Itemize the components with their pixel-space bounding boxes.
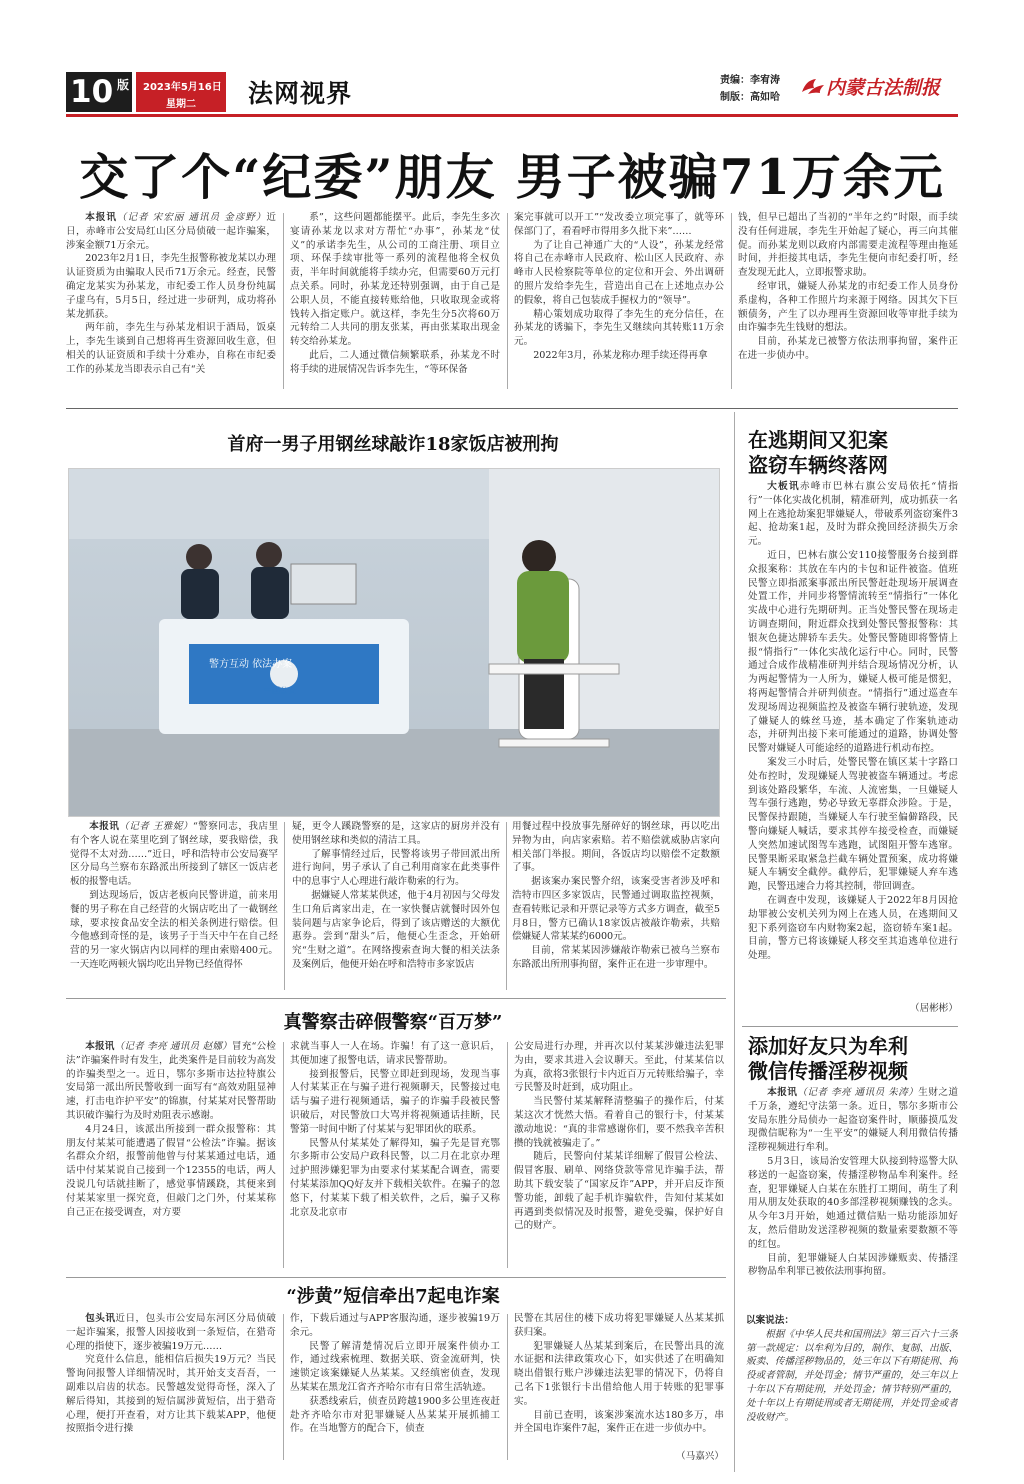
- paragraph-text: 4月24日，该派出所接到一群众报警称：其朋友付某某可能遭遇了假冒“公检法”诈骗。据该名群众介绍，报警前他曾与付某某通过电话，通话中付某某说自己接到一个12355的电话，两人没说几句话就挂断了，感觉事情蹊跷，其便来到付某某家里一探究竟，但敲门之门外，付某某称自己正在接受调查，对方要: [66, 1123, 276, 1218]
- fake-police-headline: 真警察击碎假警察“百万梦”: [283, 1012, 503, 1033]
- article-paragraph: [514, 1340, 724, 1409]
- dateline: 本报讯: [85, 1041, 115, 1052]
- paragraph-text: 目前，犯罪嫌疑人白某因涉嫌贩卖、传播淫秽物品牟利罪已被依法刑事拘留。: [748, 1252, 958, 1278]
- article-paragraph: [290, 1068, 500, 1137]
- paragraph-text: “警察同志，我店里有个客人说在菜里吃到了钢丝球，要我赔偿，我觉得不太对劲……”近日，呼和浩特市公安局赛罕区分局乌兰察布东路派出所接到了辖区一饭店老板的报警电话。: [70, 821, 278, 888]
- column-divider: [284, 822, 285, 990]
- paragraph-text: 在调查中发现，该嫌疑人于2022年8月因抢劫罪被公安机关列为网上在逃人员，在逃期间又犯下系列盗窃车内财物案2起，盗窃轿车案1起。目前，警方已将该嫌疑人移交至其追逃单位进行处理。: [748, 894, 958, 962]
- section-title: 法网视界: [248, 79, 353, 108]
- paragraph-text: 5月3日，该局治安管理大队接到特巡警大队移送的一起盗窃案，传播淫秽物品牟利案件。经查，犯罪嫌疑人白某在东胜打工期间，萌生了利用从朋友处获取的40多部淫秽视频赚钱的念头。从今年3月开始，她通过微信贴一贴功能添加好友，然后借助发送淫秽视频的数量索要数额不等的红包。: [748, 1155, 958, 1250]
- legal-notice: [746, 1314, 958, 1464]
- column-divider: [506, 822, 507, 990]
- article-paragraph: [70, 820, 278, 889]
- article-paragraph: [290, 349, 500, 377]
- article-paragraph: [66, 1353, 276, 1436]
- dateline: 本报讯: [85, 212, 117, 223]
- fake-police-col1: [66, 1040, 276, 1272]
- car-theft-signature: （居彬彬）: [910, 1003, 958, 1014]
- paragraph-text: 系”，这些问题都能摆平。此后，李先生多次宴请孙某龙以求对方帮忙“办事”，孙某龙“仗义”的承诺李先生，从公司的工商注册、项目立项、环保手续审批等一系列的流程他将全权负责，半年时间就能将手续办完，但需要60万元打点关系。同时，孙某龙还特别强调，由于自己是公职人员，不能直接转账给他，只收取现金或将钱转入指定账户。就这样，李先生分5次将60万元转给二人共同的朋友张某，再由张某取出现金转交给孙某龙。: [290, 212, 500, 348]
- paragraph-text: 赤峰市巴林右旗公安局依托“情指行”一体化实战化机制，精准研判，成功抓获一名网上在逃抢劫案犯罪嫌疑人，带破系列盗窃案件3起、抢劫案1起，及时为群众挽回经济损失万余元。: [748, 481, 958, 548]
- article-paragraph: [514, 1312, 724, 1340]
- spam-col2: [290, 1312, 500, 1462]
- spam-col1: [66, 1312, 276, 1462]
- article-paragraph: [748, 549, 958, 756]
- paragraph-text: 究竟什么信息，能相信后损失19万元？当民警询问报警人详细情况时，其开始支支吾吾，一副难以启齿的状态。民警越发觉得奇怪，深入了解后得知，其接到的短信属涉黄短信，出于猎奇心理，便打开查看，对方让其下载某APP，他便按照指令进行操: [66, 1354, 276, 1435]
- paragraph-text: 作，下载后通过与APP客服沟通，逐步被骗19万余元。: [290, 1313, 500, 1338]
- photo-desk-label: 中国公安: [264, 686, 296, 695]
- paragraph-text: 据该案办案民警介绍，该案受害者涉及呼和浩特市四区多家饭店，民警通过调取监控视频，查看转账记录和开票记录等方式多方调查，截至5月8日，警方已确认18家饭店被敲诈勒索，共赔偿嫌疑人常某某约6000元。: [512, 876, 720, 943]
- spam-headline: “涉黄”短信牵出7起电诈案: [286, 1286, 500, 1307]
- paragraph-text: 近日，赤峰市公安局红山区分局侦破一起诈骗案，涉案金额71万余元。: [66, 212, 276, 251]
- main-article-col1: [66, 211, 276, 391]
- column-divider: [507, 1314, 508, 1460]
- article-paragraph: [748, 1086, 958, 1155]
- byline: （记者 王雅妮）: [119, 821, 193, 832]
- article-paragraph: [292, 889, 500, 972]
- main-article-col2: [290, 211, 500, 391]
- article-paragraph: [512, 820, 720, 875]
- paragraph-text: 钱，但早已超出了当初的“半年之约”时限，而手续没有任何进展，李先生开始起了疑心，再三向其催促。而孙某龙则以政府内部需要走流程等理由拖延时间，并拒接其电话，李先生便向市纪委打听，经查发现无此人，立即报警求助。: [738, 212, 958, 279]
- main-headline: 交了个“纪委”朋友 男子被骗71万余元: [79, 148, 945, 206]
- section-divider: [742, 1026, 958, 1027]
- page-number-box: [66, 72, 132, 112]
- paragraph-text: 两年前，李先生与孙某龙相识于酒局，饭桌上，李先生谈到自己想将再生资源回收生意，但相关的认证资质和手续十分难办，自称在市纪委工作的孙某龙当即表示自己有“关: [66, 322, 276, 375]
- article-paragraph: [66, 1040, 276, 1123]
- restaurant-headline: 首府一男子用钢丝球敲诈18家饭店被刑拘: [227, 434, 559, 455]
- car-theft-body: [748, 480, 958, 1000]
- article-paragraph: [514, 1095, 724, 1150]
- interrogation-photo: [68, 468, 720, 817]
- paragraph-text: 目前已查明，该案涉案流水达180多万，串并全国电诈案件7起，案件正在进一步侦办中。: [514, 1409, 724, 1435]
- paragraph-text: 获悉线索后，侦查员跨越1900多公里连夜赶赴齐齐哈尔市对犯罪嫌疑人丛某某开展抓捕工作。在当地警方的配合下，侦查: [290, 1395, 500, 1435]
- paragraph-text: 公安局进行办理，并再次以付某某涉嫌违法犯罪为由，要求其进入会议聊天。至此，付某某信以为真，欲将3张银行卡内近百万元转账给骗子，幸亏民警及时赶到，成功阻止。: [514, 1041, 724, 1094]
- article-paragraph: [512, 944, 720, 972]
- paragraph-text: 民警在其居住的楼下成功将犯罪嫌疑人丛某某抓获归案。: [514, 1313, 724, 1338]
- paragraph-text: 近日，巴林右旗公安110接警服务台接到群众报案称：其放在车内的卡包和证件被盗。值班民警立即指派案事派出所民警赶赴现场开展调查处置工作，并同步将警情流转至“情指行”一体化实战中心进行先期研判。正当处警民警在现场走访调查期间，附近群众找到处警民警报警称：其银灰色捷达牌轿车丢失。处警民警随即将警情上报“情指行”一体化实战化运行中心。同时，民警通过合成作战精准研判并结合现场情况分析，认为两起警情为一人所为，嫌疑人极可能是惯犯，将两起警情合并研判侦查。“情指行”通过巡查车发现场周边视频监控及被盗车辆行驶轨迹，发现了嫌疑人的蛛丝马迹，基本确定了作案轨迹动态，并研判出接下来可能通过的道路，协调处警民警对嫌疑人可能途经的道路进行机动布控。: [748, 549, 958, 755]
- article-paragraph: [292, 820, 500, 848]
- article-paragraph: [738, 280, 958, 335]
- main-article-col3: [514, 211, 724, 391]
- date-box: [136, 72, 226, 112]
- section-divider: [66, 1277, 726, 1278]
- paragraph-text: 据嫌疑人常某某供述，他于4月初因与父母发生口角后离家出走，在一家快餐店就餐时因外包装问题与店家争论后，得到了该店赠送的大额优惠券。尝到“甜头”后，他便心生歪念，开始研究“生财之道”。在网络搜索查询大餐的相关法条及案例后，他便开始在呼和浩特市多家饭店: [292, 889, 500, 970]
- porn-headline-line2: 微信传播淫秽视频: [748, 1059, 908, 1083]
- article-paragraph: [738, 335, 958, 363]
- page-suffix: 版: [116, 78, 129, 92]
- spam-signature: （马嘉兴）: [676, 1451, 724, 1462]
- credits: [720, 72, 780, 106]
- article-paragraph: [748, 1155, 958, 1252]
- paragraph-text: 目前，孙某龙已被警方依法刑事拘留，案件正在进一步侦办中。: [738, 336, 958, 361]
- paragraph-text: 生财之道千万条，遵纪守法第一条。近日，鄂尔多斯市公安局东胜分局侦办一起盗窃案件时，顺藤摸瓜发现微信昵称为“一生平安”的嫌疑人利用微信传播淫秽视频进行牟利。: [748, 1087, 958, 1154]
- paragraph-text: 近日，包头市公安局东河区分局侦破一起诈骗案，报警人因接收到一条短信，在猎奇心理的指使下，逐步被骗19万元……: [66, 1313, 276, 1352]
- paragraph-text: 为了让自己神通广大的“人设”，孙某龙经常将自己在赤峰市人民政府、松山区人民政府、赤峰市人民检察院等单位的定位和开会、外出调研的照片发给李先生，营造出自己在上述地点办公的假象，将自己包装成手握权力的“领导”。: [514, 239, 724, 306]
- interrogation-scene-image: [69, 469, 720, 817]
- paragraph-text: 到达现场后，饭店老板向民警讲道，前来用餐的男子称在自己经营的火锅店吃出了一截钢丝球，要求按食品安全法的相关条例进行赔偿。但今他感到奇怪的是，该男子于当天中午在自己经营的另一家火锅店内以同样的理由索赔400元。一天连吃两顿火锅均吃出异物已经值得怀: [70, 889, 278, 970]
- paragraph-text: 疑，更令人蹊跷警察的是，这家店的厨房并没有使用钢丝球和类似的清洁工具。: [292, 821, 500, 846]
- restaurant-col1: [70, 820, 278, 990]
- article-paragraph: [66, 252, 276, 321]
- section-divider: [66, 998, 726, 999]
- article-paragraph: [512, 875, 720, 944]
- paragraph-text: 求就当事人一人在场。诈骗！有了这一意识后，其便加速了报警电话，请求民警帮助。: [290, 1041, 500, 1066]
- article-paragraph: [66, 321, 276, 376]
- article-paragraph: [290, 1040, 500, 1068]
- byline: （记者 李亮 通讯员 朱涛）: [797, 1087, 919, 1098]
- article-paragraph: [514, 1040, 724, 1095]
- paragraph-text: 案完事就可以开工”“发改委立项完事了，就等环保部门了，看看呼市得用多久批下来”……: [514, 212, 724, 237]
- dateline: 本报讯: [89, 821, 120, 832]
- article-paragraph: [290, 211, 500, 349]
- photo-screen-label: 警方互动 依法办案: [209, 659, 293, 670]
- dateline: 大板讯: [767, 481, 800, 492]
- logo-text: 内蒙古法制报: [826, 77, 941, 99]
- car-theft-headline: [748, 428, 958, 478]
- article-paragraph: [292, 848, 500, 889]
- paragraph-text: 冒充“公检法”诈骗案件时有发生，此类案件是目前较为高发的诈骗类型之一。近日，鄂尔多斯市达拉特旗公安局第一派出所民警收到一面写有“高效劝阻显神速，打击电诈护平安”的锦旗，付某某对民警帮助其识破诈骗行为及时劝阻表示感谢。: [66, 1041, 276, 1121]
- byline: （记者 李亮 通讯员 赵娜）: [114, 1041, 232, 1052]
- article-paragraph: [66, 211, 276, 252]
- fake-police-col3: [514, 1040, 724, 1272]
- car-theft-headline-line2: 盗窃车辆终落网: [748, 453, 888, 477]
- porn-headline: [748, 1034, 958, 1084]
- right-column-divider: [734, 412, 735, 1472]
- paragraph-text: 2022年3月，孙某龙称办理手续还得再拿: [533, 349, 708, 361]
- dateline: 本报讯: [767, 1087, 798, 1098]
- article-paragraph: [66, 1123, 276, 1220]
- spam-col3: [514, 1312, 724, 1450]
- page-number: 10: [70, 74, 114, 110]
- article-paragraph: [748, 1252, 958, 1280]
- logo-emblem-icon: [800, 76, 826, 96]
- article-paragraph: [514, 1409, 724, 1437]
- column-divider: [507, 213, 508, 389]
- article-paragraph: [514, 349, 724, 363]
- byline: （记者 宋宏丽 通讯员 金彦野）: [116, 212, 267, 223]
- article-paragraph: [66, 1312, 276, 1353]
- restaurant-col2: [292, 820, 500, 990]
- fake-police-col2: [290, 1040, 500, 1272]
- paragraph-text: 当民警付某某解释清整骗子的操作后，付某某这次才恍然大悟。看着自己的银行卡，付某某激动地说：“真的非常感谢你们，要不然我辛苦积攒的钱就被骗走了。”: [514, 1096, 724, 1149]
- paragraph-text: 用餐过程中投放事先掰碎好的钢丝球，再以吃出异物为由，向店家索赔。若不赔偿就威胁店家向相关部门举报。期间，各饭店均以赔偿不定数额了事。: [512, 821, 720, 874]
- paragraph-text: 了解事情经过后，民警将该男子带回派出所进行询问，男子承认了自己利用商家在此类事件中的息事宁人心理进行敲诈勒索的行为。: [292, 848, 500, 888]
- paragraph-text: 精心策划成功取得了李先生的充分信任，在孙某龙的诱骗下，李先生又继续向其转账11万余元。: [514, 308, 724, 348]
- column-divider: [507, 1042, 508, 1268]
- restaurant-col3: [512, 820, 720, 990]
- article-paragraph: [748, 756, 958, 894]
- article-paragraph: [290, 1312, 500, 1340]
- porn-body: [748, 1086, 958, 1312]
- article-paragraph: [514, 239, 724, 308]
- dateline: 包头讯: [85, 1313, 116, 1324]
- article-paragraph: [748, 894, 958, 963]
- paragraph-text: 民警从付某某处了解得知，骗子先是冒充鄂尔多斯市公安局户政科民警，以二月在北京办理过护照涉嫌犯罪为由要求付某某配合调查，需要付某某添加QQ好友并下载相关软件。在骗子的忽悠下，付某某下载了相关软件，之后，骗子又称北京及北京市: [290, 1137, 500, 1218]
- column-divider: [283, 1314, 284, 1460]
- article-paragraph: [70, 889, 278, 972]
- legal-notice-title: 以案说法：: [746, 1315, 794, 1326]
- issue-weekday: 星期二: [166, 99, 196, 110]
- header-rule: [66, 114, 958, 117]
- paragraph-text: 经审讯，嫌疑人孙某龙的市纪委工作人员身份系虚构，各种工作照片均来源于网络。因其欠下巨额债务，产生了以办理再生资源回收等审批手续为由诈骗李先生钱财的想法。: [738, 280, 958, 334]
- article-paragraph: [290, 1340, 500, 1395]
- column-divider: [283, 1042, 284, 1268]
- issue-date: 2023年5月16日: [143, 82, 222, 93]
- section-divider: [66, 408, 958, 409]
- main-article-col4: [738, 211, 958, 391]
- article-paragraph: [738, 211, 958, 280]
- porn-headline-line1: 添加好友只为牟利: [748, 1034, 908, 1058]
- article-paragraph: [290, 1395, 500, 1436]
- article-paragraph: [514, 211, 724, 239]
- paragraph-text: 目前，常某某因涉嫌敲诈勒索已被乌兰察布东路派出所刑事拘留，案件正在进一步审理中。: [512, 945, 720, 970]
- paragraph-text: 案发三小时后，处警民警在镇区某十字路口处布控时，发现嫌疑人驾驶被盗车辆通过。考虑到该处路段繁华，车流、人流密集，一旦嫌疑人驾车强行逃跑，势必导致无辜群众涉险。于是，民警保持跟随，当嫌疑人车行驶至偏僻路段，民警向嫌疑人喊话，要求其停车接受检查，而嫌疑人突然加速试图驾车逃跑，试图阻开警车逃窜。民警果断采取紧急拦截车辆处置预案，成功将嫌疑人车辆安全截停。截停后，犯罪嫌疑人弃车逃跑，民警迅速合力将其控制，带回调查。: [748, 756, 958, 893]
- paragraph-text: 2023年2月1日，李先生报警称被龙某以办理认证资质为由骗取人民币71万余元。经查，民警确定龙某实为孙某龙，市纪委工作人员身份纯属子虚乌有，5月5日，经过进一步研判，成功将孙某龙抓获。: [66, 253, 276, 320]
- car-theft-headline-line1: 在逃期间又犯案: [748, 428, 888, 452]
- article-paragraph: [748, 480, 958, 549]
- paragraph-text: 随后，民警向付某某详细解了假冒公检法、假冒客服、刷单、网络贷款等常见诈骗手法，帮助其下载安装了“国家反诈”APP，并开启反诈预警功能，卸载了起手机诈骗软件，告知付某某如再遇到类似情况及时报警，避免受骗，保护好自己的财产。: [514, 1151, 724, 1232]
- article-paragraph: [514, 1150, 724, 1233]
- paragraph-text: 犯罪嫌疑人丛某某到案后，在民警出具的流水证据和法律政策攻心下，如实供述了在明确知晓出借银行账户涉嫌违法犯罪的情况下，仍将自己名下1张银行卡出借给他人用于转账的犯罪事实。: [514, 1340, 724, 1407]
- editor-credit: 责编：李宥涛: [720, 75, 780, 86]
- newspaper-logo: [800, 72, 960, 102]
- producer-credit: 制版：高如哈: [720, 92, 780, 103]
- article-paragraph: [514, 308, 724, 349]
- paragraph-text: 此后，二人通过微信频繁联系，孙某龙不时将手续的进展情况告诉李先生，“等环保备: [290, 349, 500, 375]
- article-paragraph: [290, 1137, 500, 1220]
- legal-notice-text: 根据《中华人民共和国刑法》第三百六十三条第一款规定：以牟利为目的，制作、复制、出版、贩卖、传播淫秽物品的，处三年以下有期徒刑、拘役或者管制，并处罚金；情节严重的，处三年以上十年以下有期徒刑，并处罚金；情节特别严重的，处十年以上有期徒刑或者无期徒刑，并处罚金或者没收财产。: [746, 1328, 958, 1423]
- column-divider: [283, 213, 284, 389]
- column-divider: [731, 213, 732, 389]
- paragraph-text: 民警了解清楚情况后立即开展案件侦办工作，通过线索梳理、数据关联、资金流研判，快速锁定该案嫌疑人丛某某。又经缜密侦查，发现丛某某在黑龙江省齐齐哈尔市有日常生活轨迹。: [290, 1340, 500, 1393]
- paragraph-text: 接到报警后，民警立即赶到现场，发现当事人付某某正在与骗子进行视频聊天，民警接过电话与骗子进行视频通话，骗子的诈骗手段被民警识破后，对民警放口大骂并将视频通话挂断，民警第一时间中断了付某某与犯罪团伙的联系。: [290, 1068, 500, 1135]
